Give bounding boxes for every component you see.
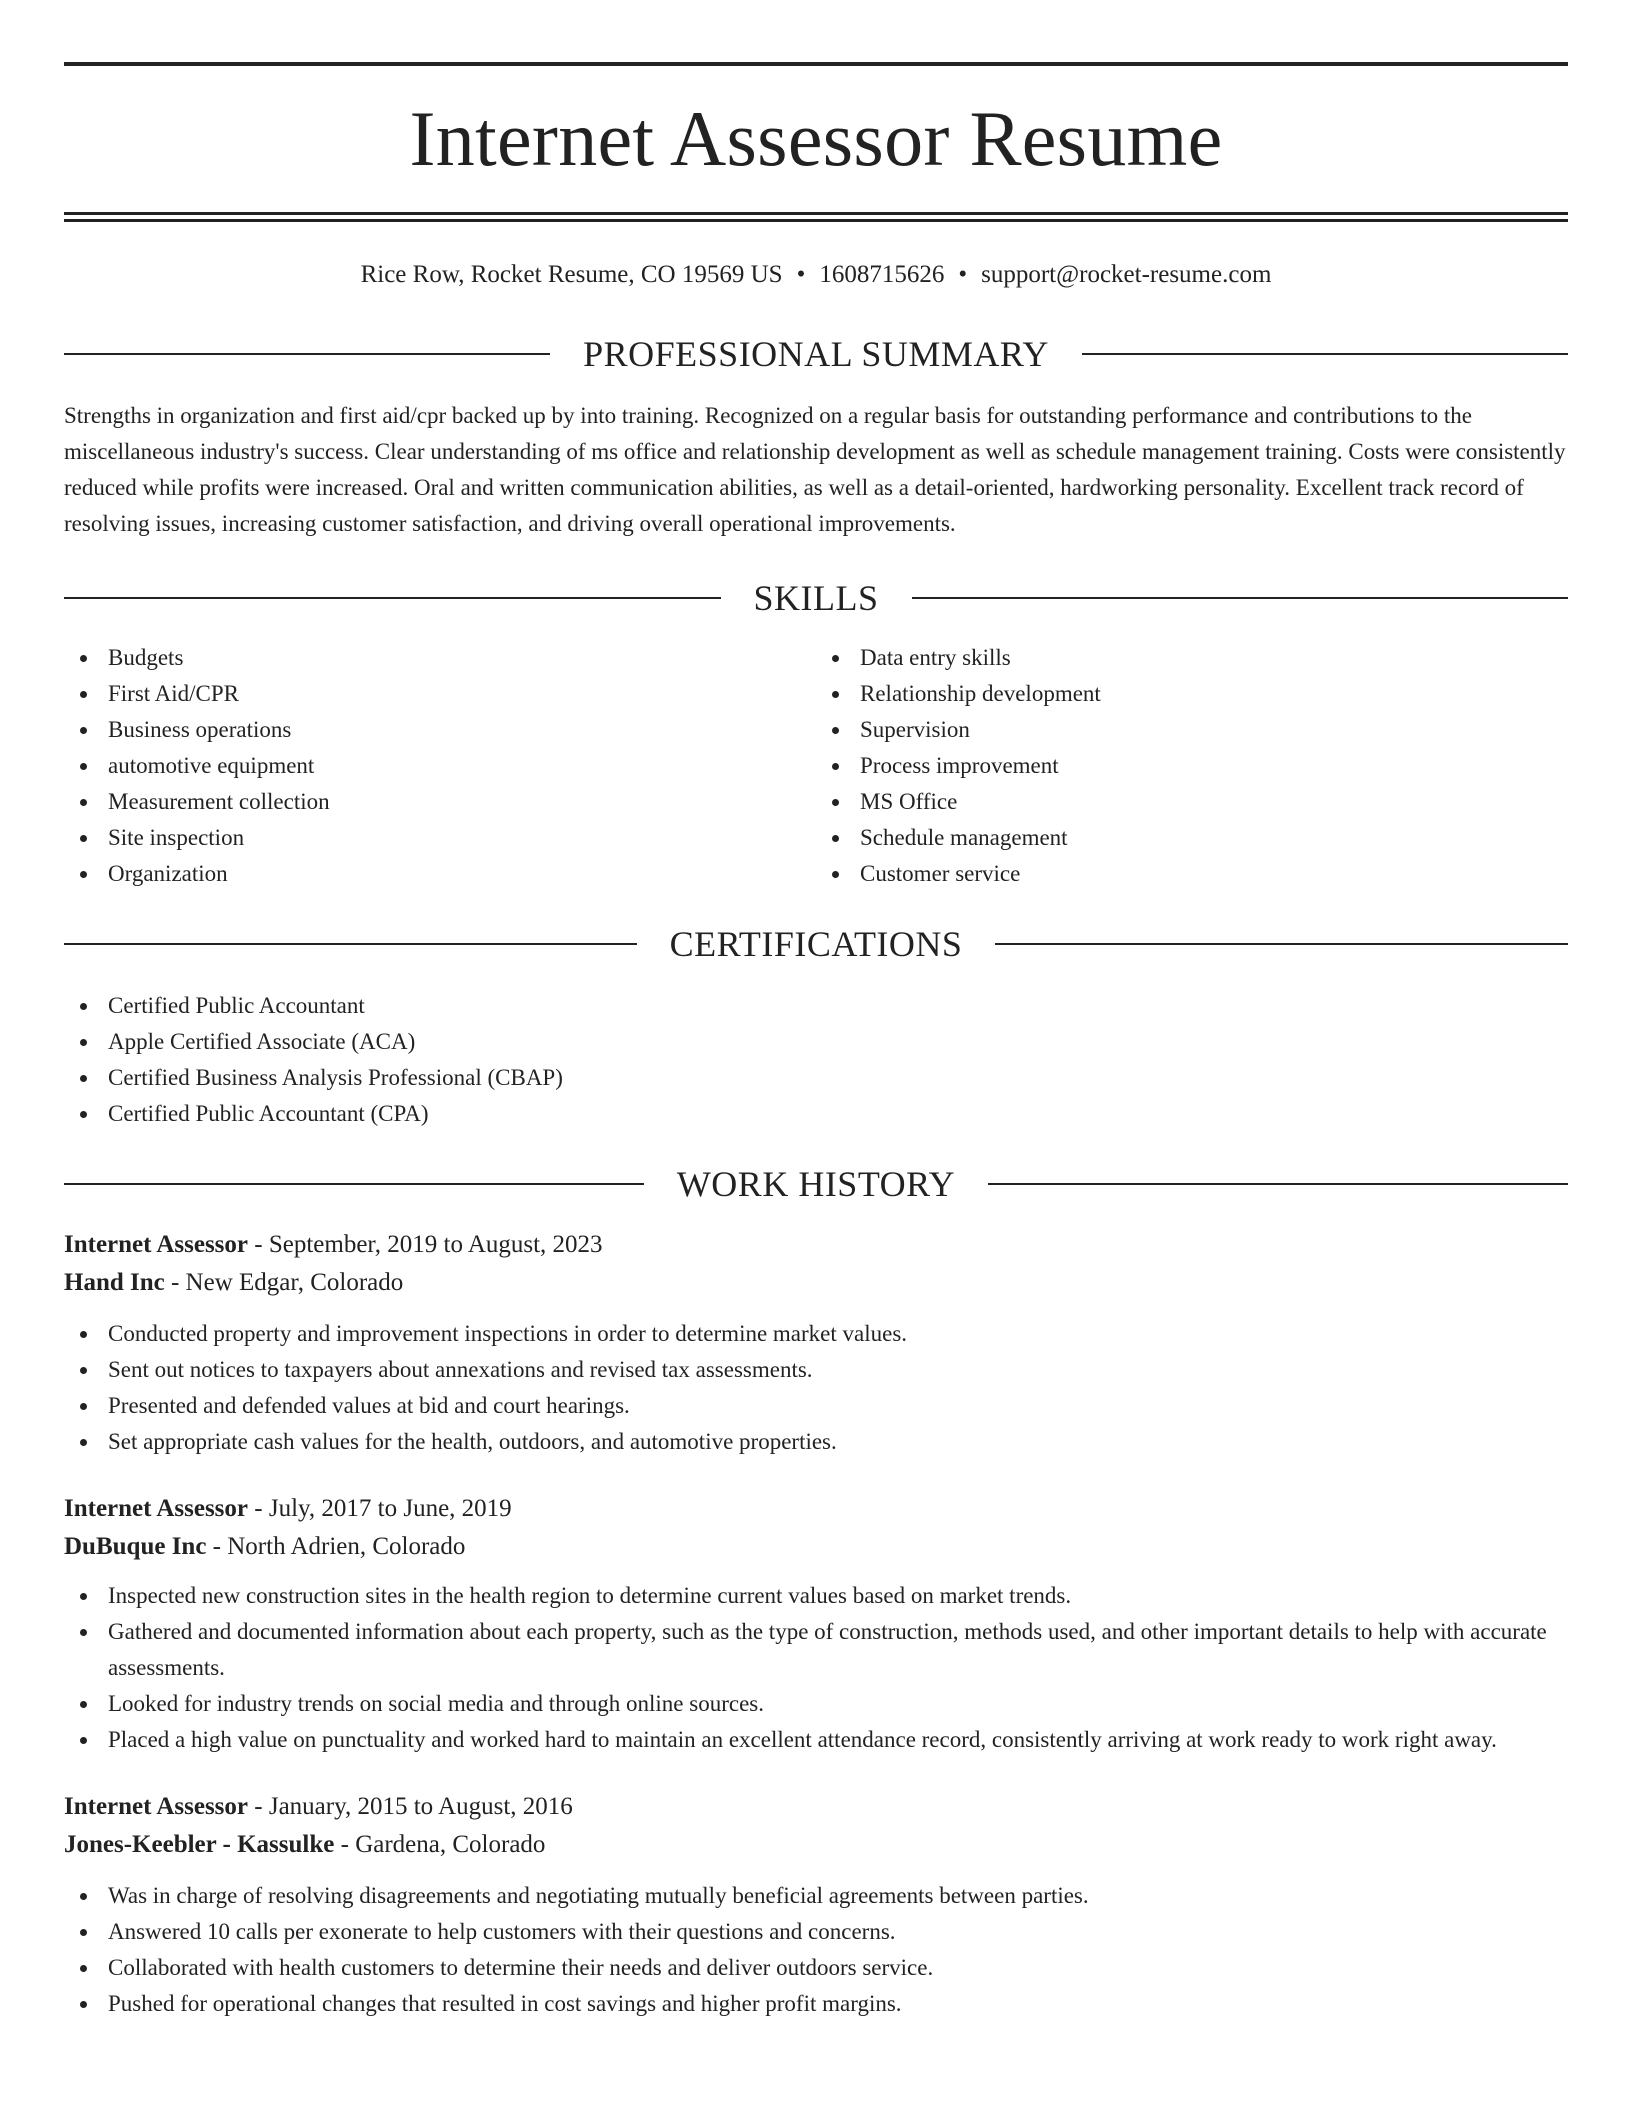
skill-item: Business operations [64, 712, 816, 748]
job-title-line [64, 1788, 1568, 1826]
job-company: Hand Inc [64, 1269, 165, 1296]
job-dates: - January, 2015 to August, 2016 [248, 1793, 573, 1820]
skill-item: Organization [64, 856, 816, 892]
skill-item: Supervision [816, 712, 1568, 748]
skill-item: Data entry skills [816, 640, 1568, 676]
job-duty-item: Presented and defended values at bid and court hearings. [64, 1388, 1568, 1424]
top-rule [64, 62, 1568, 66]
certification-item: Certified Public Accountant (CPA) [64, 1096, 1568, 1132]
job-title: Internet Assessor [64, 1793, 249, 1820]
certification-item: Certified Public Accountant [64, 988, 1568, 1024]
job-duties [64, 1878, 1568, 2022]
contact-phone: 1608715626 [819, 261, 945, 288]
title-double-rule [64, 212, 1568, 222]
certifications-heading [64, 926, 1568, 962]
job-company-line [64, 1528, 1568, 1566]
certification-item: Apple Certified Associate (ACA) [64, 1024, 1568, 1060]
job-duties [64, 1578, 1568, 1758]
job-duty-item: Collaborated with health customers to determine their needs and deliver outdoors service. [64, 1950, 1568, 1986]
job-duty-item: Pushed for operational changes that resulted in cost savings and higher profit margins. [64, 1986, 1568, 2022]
work-history-heading [64, 1166, 1568, 1202]
job-company: Jones-Keebler - Kassulke [64, 1831, 335, 1858]
job-title-line [64, 1490, 1568, 1528]
job-duty-item: Answered 10 calls per exonerate to help customers with their questions and concerns. [64, 1914, 1568, 1950]
job-duty-item: Gathered and documented information about each property, such as the type of construction, methods used, and other important details to help with accurate assessments. [64, 1614, 1568, 1686]
skill-item: Process improvement [816, 748, 1568, 784]
job-dates: - July, 2017 to June, 2019 [248, 1495, 512, 1522]
skill-item: automotive equipment [64, 748, 816, 784]
job-duty-item: Inspected new construction sites in the health region to determine current values based on market trends. [64, 1578, 1568, 1614]
job-duties [64, 1316, 1568, 1460]
job-duty-item: Sent out notices to taxpayers about annexations and revised tax assessments. [64, 1352, 1568, 1388]
job-title-line [64, 1226, 1568, 1264]
skill-item: MS Office [816, 784, 1568, 820]
skill-item: First Aid/CPR [64, 676, 816, 712]
job-duty-item: Placed a high value on punctuality and worked hard to maintain an excellent attendance record, consistently arriving at work ready to work right away. [64, 1722, 1568, 1758]
certifications-heading-text: CERTIFICATIONS [669, 924, 963, 964]
contact-separator: • [958, 261, 968, 288]
skills-list-left [64, 640, 816, 892]
certifications-list [64, 988, 1568, 1132]
skill-item: Budgets [64, 640, 816, 676]
skills-list-right [816, 640, 1568, 892]
summary-text: Strengths in organization and first aid/cpr backed up by into training. Recognized on a regular basis for outstanding performance and contributions to the miscellaneous industry's success. Clear understanding of ms office and relationship development as well as schedule management training. Costs were consistently reduced while profits were increased. Oral and written communication abilities, as well as a detail-oriented, hardworking personality. Excellent track record of resolving issues, increasing customer satisfaction, and driving overall operational improvements. [64, 403, 1566, 536]
job-location: - Gardena, Colorado [334, 1831, 546, 1858]
work-history-heading-text: WORK HISTORY [676, 1164, 956, 1204]
skills-heading [64, 580, 1568, 616]
job-duty-item: Set appropriate cash values for the health, outdoors, and automotive properties. [64, 1424, 1568, 1460]
contact-line [64, 260, 1568, 290]
job-entry [64, 1788, 1568, 2022]
job-duty-item: Looked for industry trends on social media and through online sources. [64, 1686, 1568, 1722]
skill-item: Measurement collection [64, 784, 816, 820]
job-company-line [64, 1264, 1568, 1302]
skill-item: Customer service [816, 856, 1568, 892]
job-dates: - September, 2019 to August, 2023 [248, 1231, 603, 1258]
job-duty-item: Was in charge of resolving disagreements and negotiating mutually beneficial agreements between parties. [64, 1878, 1568, 1914]
job-duty-item: Conducted property and improvement inspections in order to determine market values. [64, 1316, 1568, 1352]
job-company: DuBuque Inc [64, 1533, 207, 1560]
skills-heading-text: SKILLS [753, 578, 879, 618]
contact-address: Rice Row, Rocket Resume, CO 19569 US [360, 261, 783, 288]
job-location: - North Adrien, Colorado [206, 1533, 466, 1560]
job-location: - New Edgar, Colorado [164, 1269, 404, 1296]
skill-item: Schedule management [816, 820, 1568, 856]
resume-title: Internet Assessor Resume [409, 95, 1223, 182]
certification-item: Certified Business Analysis Professional (CBAP) [64, 1060, 1568, 1096]
skill-item: Relationship development [816, 676, 1568, 712]
summary-heading [64, 336, 1568, 372]
job-title: Internet Assessor [64, 1231, 249, 1258]
job-title: Internet Assessor [64, 1495, 249, 1522]
skills-columns [64, 640, 1568, 892]
job-entry [64, 1226, 1568, 1460]
summary-heading-text: PROFESSIONAL SUMMARY [583, 334, 1049, 374]
contact-separator: • [796, 261, 806, 288]
skill-item: Site inspection [64, 820, 816, 856]
job-entry [64, 1490, 1568, 1758]
contact-email: support@rocket-resume.com [981, 261, 1272, 288]
job-company-line [64, 1826, 1568, 1864]
